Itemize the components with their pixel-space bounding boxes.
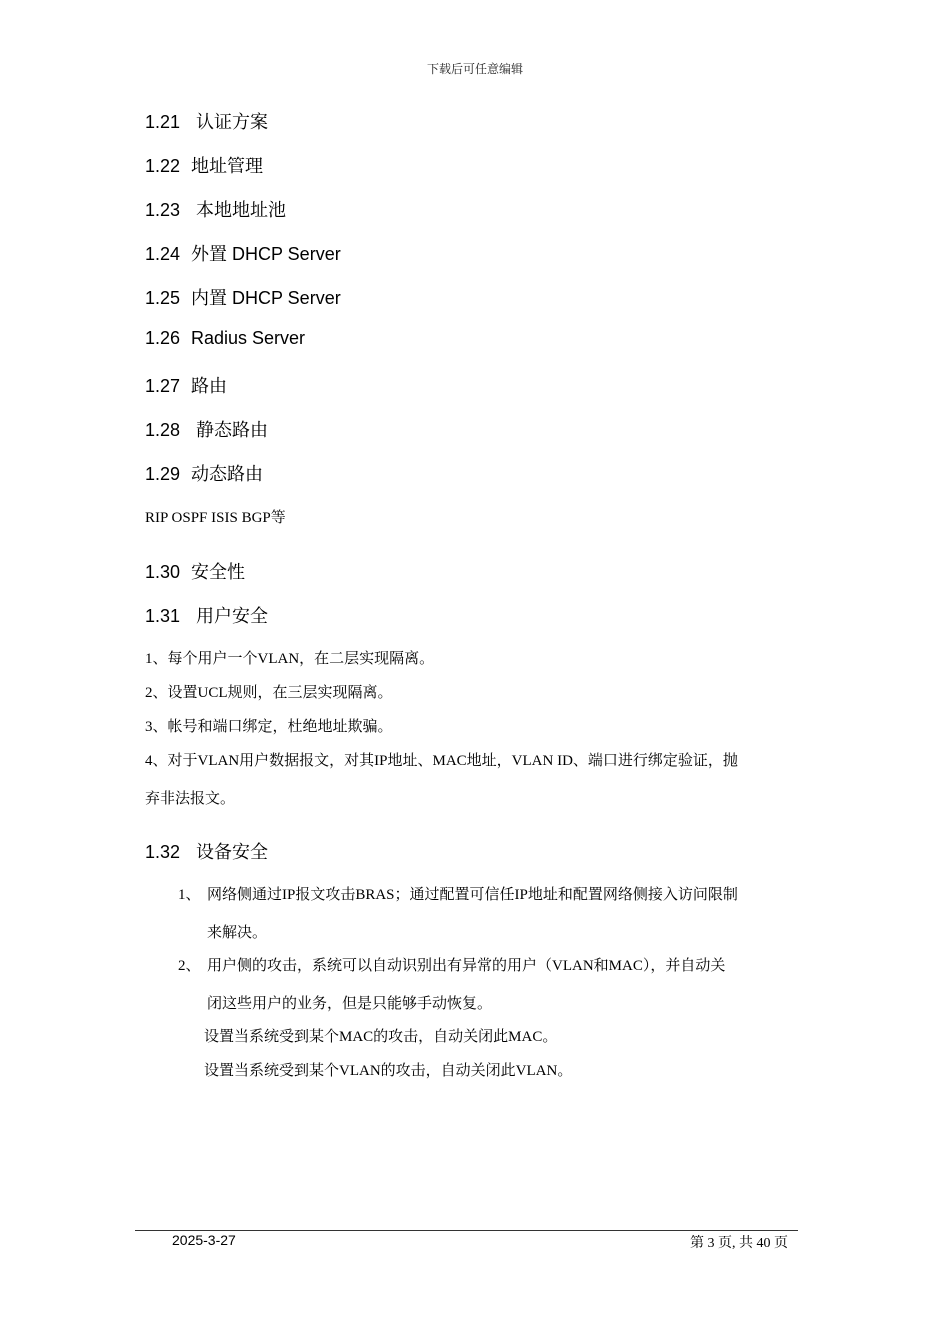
heading-1-28 — [145, 416, 268, 442]
heading-1-22 — [145, 152, 263, 178]
heading-number: 1.21 — [145, 112, 181, 132]
heading-title: 静态路由 — [196, 420, 268, 440]
device-security-item-1-line-2: 来解决。 — [207, 925, 268, 941]
heading-number: 1.28 — [145, 420, 181, 440]
heading-1-30 — [145, 558, 245, 584]
footer-date: 2025-3-27 — [172, 1232, 236, 1248]
heading-1-27 — [145, 372, 227, 398]
heading-title: 认证方案 — [196, 112, 268, 132]
heading-1-23 — [145, 196, 286, 222]
device-security-item-2-number: 2、 — [178, 958, 201, 974]
device-security-item-2-line-2: 闭这些用户的业务，但是只能够手动恢复。 — [207, 996, 493, 1012]
heading-number: 1.24 — [145, 244, 181, 264]
heading-title: 本地地址池 — [196, 200, 286, 220]
heading-number: 1.31 — [145, 606, 181, 626]
heading-title: 用户安全 — [196, 606, 268, 626]
user-security-item-4: 4、对于VLAN用户数据报文，对其IP地址、MAC地址，VLAN ID、端口进行绑定验证，抛 — [145, 753, 738, 769]
device-security-note-vlan: 设置当系统受到某个VLAN的攻击，自动关闭此VLAN。 — [204, 1063, 573, 1079]
device-security-item-1-line-1: 网络侧通过IP报文攻击BRAS；通过配置可信任IP地址和配置网络侧接入访问限制 — [207, 887, 738, 903]
heading-title: 动态路由 — [191, 464, 263, 484]
heading-number: 1.23 — [145, 200, 181, 220]
heading-title: Radius Server — [191, 328, 306, 348]
footer-divider — [135, 1230, 798, 1231]
device-security-item-2-line-1: 用户侧的攻击，系统可以自动识别出有异常的用户（VLAN和MAC），并自动关 — [207, 958, 726, 974]
heading-1-24 — [145, 240, 341, 266]
user-security-item-4-continued: 弃非法报文。 — [145, 791, 236, 807]
heading-title: 设备安全 — [196, 842, 268, 862]
heading-title: 路由 — [191, 376, 227, 396]
heading-number: 1.25 — [145, 288, 181, 308]
heading-title: 外置 DHCP Server — [191, 244, 341, 264]
heading-1-29 — [145, 460, 263, 486]
heading-1-26 — [145, 328, 305, 349]
heading-number: 1.30 — [145, 562, 181, 582]
heading-number: 1.32 — [145, 842, 181, 862]
heading-title: 安全性 — [191, 562, 245, 582]
heading-1-31 — [145, 602, 268, 628]
heading-1-32 — [145, 838, 268, 864]
heading-number: 1.22 — [145, 156, 181, 176]
heading-number: 1.27 — [145, 376, 181, 396]
heading-number: 1.26 — [145, 328, 181, 348]
user-security-item-3: 3、帐号和端口绑定，杜绝地址欺骗。 — [145, 719, 393, 735]
heading-1-25 — [145, 284, 341, 310]
user-security-item-1: 1、每个用户一个VLAN，在二层实现隔离。 — [145, 651, 435, 667]
routing-protocols-text: RIP OSPF ISIS BGP等 — [145, 510, 286, 526]
device-security-note-mac: 设置当系统受到某个MAC的攻击，自动关闭此MAC。 — [204, 1029, 558, 1045]
heading-number: 1.29 — [145, 464, 181, 484]
heading-title: 内置 DHCP Server — [191, 288, 341, 308]
user-security-item-2: 2、设置UCL规则，在三层实现隔离。 — [145, 685, 393, 701]
device-security-item-1-number: 1、 — [178, 887, 201, 903]
footer-page-number: 第 3 页, 共 40 页 — [690, 1236, 788, 1251]
page-header: 下载后可任意编辑 — [426, 62, 523, 76]
heading-1-21 — [145, 108, 268, 134]
heading-title: 地址管理 — [191, 156, 263, 176]
